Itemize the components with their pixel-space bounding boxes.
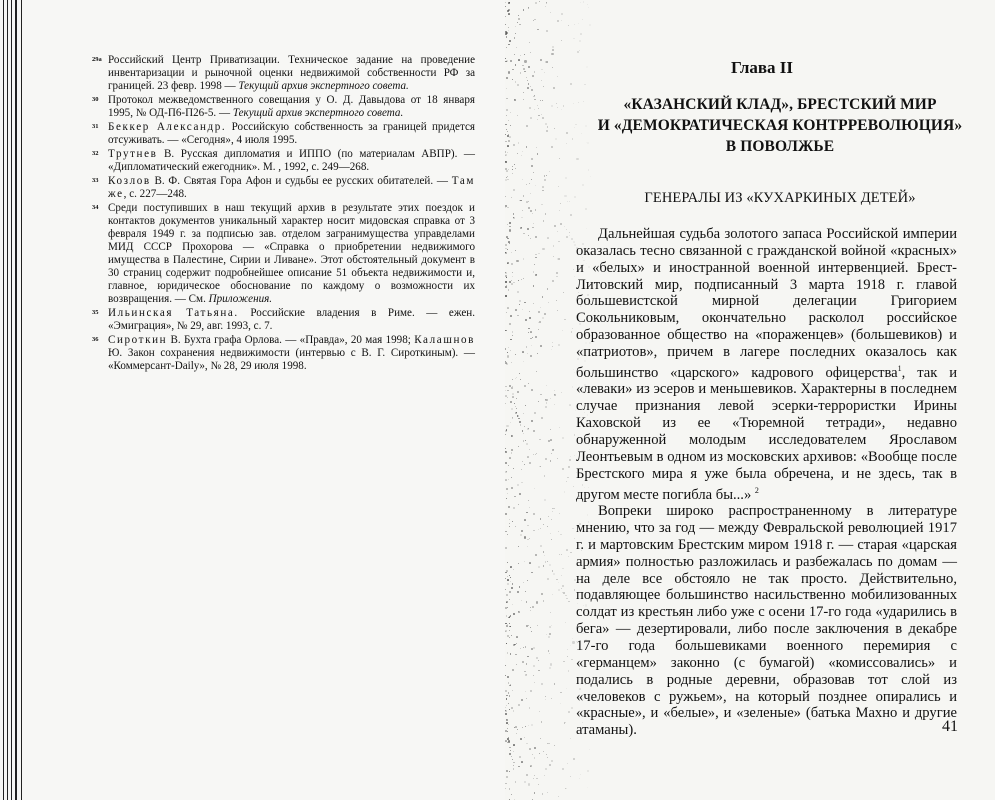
paragraph: Дальнейшая судьба золотого запаса Российской империи оказалась тесно связанной с гражданской войной «красных» и «белых» и иностранной военной интервенцией. Брест-Литовский мир, подписанный 3 марта 1918 г. главой большевистской мирной делегации Григорием Сокольниковым, окончательно расколол российское образованное общество на «пораженцев» (большевиков) и «патриотов», причем в лагере последних оказалось как большинство «царского» кадрового офицерства$^1$, так и «леваки» из эсеров и меньшевиков. Характерны в последнем случае признания левой эсерки-террористки Ирины Каховской из ее «Тюремной тетради», недавно обнаруженной молодым исследователем Ярославом Леонтьевым в одном из московских архивов: «Вообще после Брестского мира я уже была обречена, и не здесь, так в другом месте погибла бы...» $^2$ (576, 226, 958, 503)
page-number: 41 (942, 718, 958, 735)
section-title: ГЕНЕРАЛЫ ИЗ «КУХАРКИНЫХ ДЕТЕЙ» (644, 190, 916, 206)
footnote-text: Российский Центр Приватизации. Техническое задание на проведение инвентаризации и рыночной оценки недвижимой собственности РФ за границей. 23 февр. 1998 — (108, 54, 475, 92)
footnote (90, 121, 475, 147)
footnote (90, 307, 475, 333)
footnote (90, 334, 475, 373)
footnotes (90, 54, 475, 374)
footnote-text: Там же (108, 175, 475, 200)
footnote-text: Трутнев (108, 148, 158, 160)
left-edge-lines (0, 0, 26, 800)
footnote-text: Сироткин (108, 334, 168, 346)
footnote (90, 94, 475, 120)
footnote-text: Приложения. (208, 293, 273, 305)
chapter-title-line: «КАЗАНСКИЙ КЛАД», БРЕСТСКИЙ МИР (623, 96, 937, 113)
chapter-title-line: И «ДЕМОКРАТИЧЕСКАЯ КОНТРРЕВОЛЮЦИЯ» (597, 117, 963, 134)
footnote (90, 202, 475, 306)
footnote-text: Козлов (108, 175, 151, 187)
footnote (90, 148, 475, 174)
paragraph: Вопреки широко распространенному в литературе мнению, что за год — между Февральской революцией 1917 г. и мартовским Брестским миром 1918 г. — старая «царская армия» полностью разложилась и разбежалась по домам — на деле все обстояло не так просто. Действительно, подавляющее большинство насильственно мобилизованных солдат из крестьян либо уже с осени 17-го года «ударились в бега» — дезертировали, либо после заключения в декабре 17-го года большевиками военного перемирия с «германцем» законно (с бумагой) «комиссовались» и подались в родные деревни, образовав тот слой из «человеков с ружьем», на который позднее опирались и «красные», и «белые», и «зеленые» (батька Махно и другие атаманы). (576, 503, 957, 739)
footnote-text: Среди поступивших в наш текущий архив в результате этих поездок и контактов документов уникальный характер носит мидовская справка от 3 февраля 1949 г. за подписью зав. отделом загранимущества управделами МИД СССР Прохорова — «Справка о приобретении недвижимого имущества в Палестине, Сирии и Ливане». Этот обстоятельный документ в 30 страниц содержит подробнейшее описание 51 объекта недвижимости и, главное, юридическое обоснование по каждому о возможности их возвращения. — См. (108, 202, 475, 305)
chapter-label: Глава II (730, 58, 794, 77)
footnote-ref: 1 (897, 363, 902, 373)
footnote (90, 54, 475, 93)
footnote-number: 30 (92, 96, 99, 103)
footnote-text: Российскую собственность за границей придется отсуживать. — «Сегодня», 4 июля 1995. (108, 121, 475, 146)
footnote-text: Протокол межведомственного совещания у О. Д. Давыдова от 18 января 1995, № ОД-П6-П26-5. — (108, 94, 475, 119)
footnote-text: Калашнов (414, 334, 475, 346)
footnote-text: Ильинская Татьяна. (108, 307, 239, 319)
footnote-number: 34 (92, 204, 99, 211)
footnote-number: 29a (92, 56, 102, 63)
footnote-number: 32 (92, 150, 99, 157)
footnote-number: 31 (92, 123, 99, 130)
footnote-ref: 2 (754, 485, 759, 495)
footnote-text: В. Ф. Святая Гора Афон и судьбы ее русских обитателей. — (150, 175, 452, 187)
footnote-text: , с. 227—248. (123, 188, 187, 200)
footnote-text: Беккер Александр. (108, 121, 227, 133)
body-text (576, 226, 957, 739)
footnote-number: 35 (92, 309, 99, 316)
footnote-text: Текущий архив экспертного совета. (238, 80, 409, 92)
chapter-title-line: В ПОВОЛЖЬЕ (725, 138, 835, 155)
footnote-text: В. Бухта графа Орлова. — «Правда», 20 мая 1998; (167, 334, 415, 346)
footnote-number: 33 (92, 177, 99, 184)
footnote-text: Текущий архив экспертного совета. (232, 107, 404, 119)
chapter-title (590, 94, 970, 157)
footnote-text: Российские владения в Риме. — ежен. «Эмиграция», № 29, авг. 1993, с. 7. (108, 307, 475, 332)
footnote-number: 36 (92, 336, 99, 343)
footnote-text: Ю. Закон сохранения недвижимости (интервью с В. Г. Сироткиным). — «Коммерсант-Daily», № 28, 29 июля 1998. (108, 347, 475, 372)
footnote-text: В. Русская дипломатия и ИППО (по материалам АВПР). — «Дипломатический ежегодник». М. , 1992, с. 249—268. (108, 148, 475, 173)
footnote (90, 175, 475, 201)
